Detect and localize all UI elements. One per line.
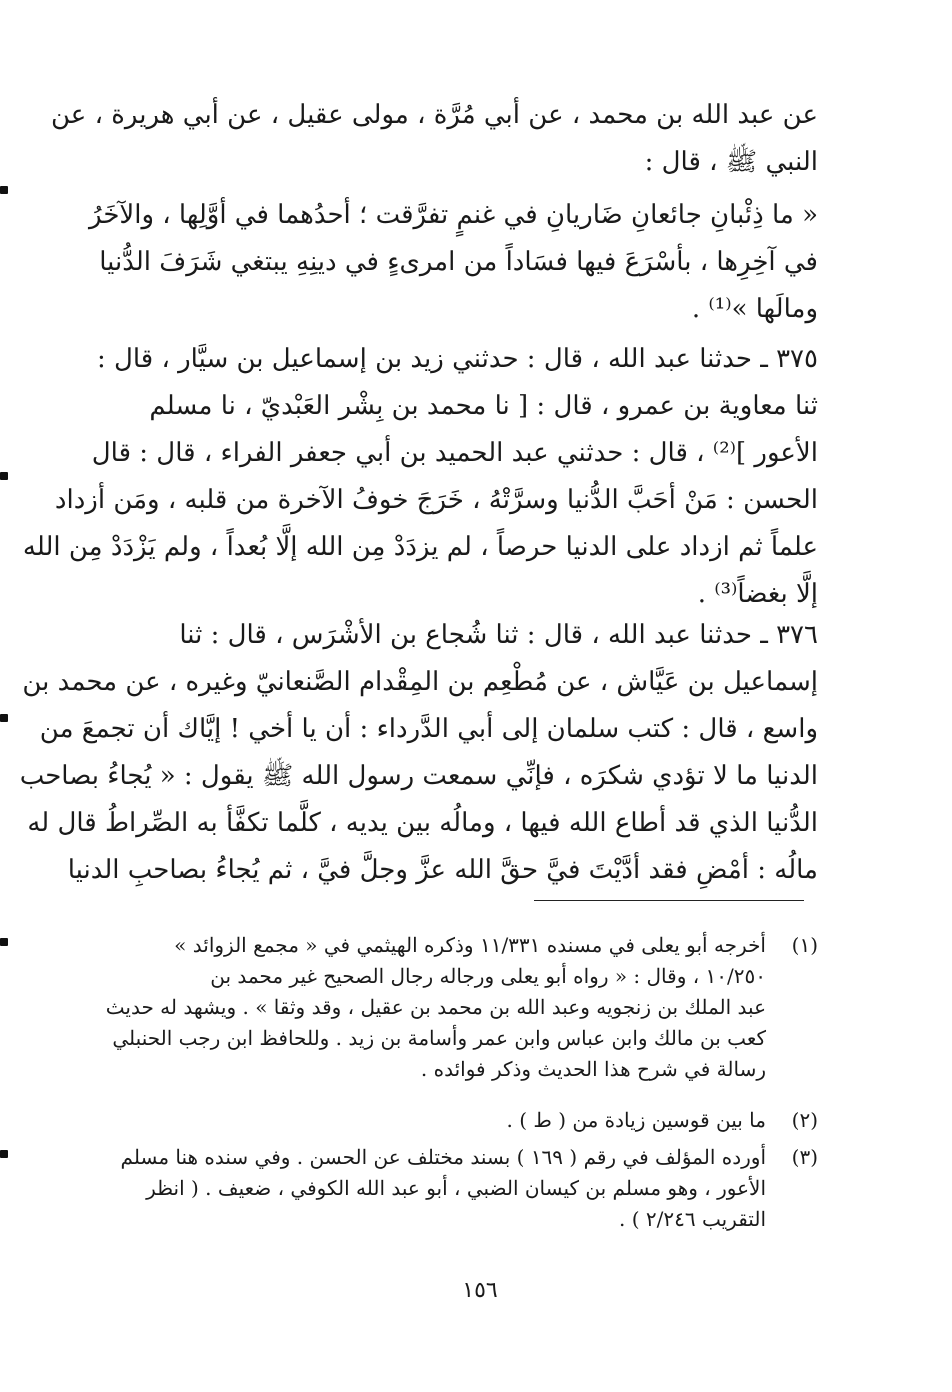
text-line: واسع ، قال : كتب سلمان إلى أبي الدَّرداء : أن يا أخي ! إيَّاك أن تجمعَ من (39, 714, 818, 744)
text-line: في آخِرِها ، بأسْرَعَ فيها فسَاداً من امرىءٍ في دينِهِ يبتغي شَرَفَ الدُّنيا (99, 247, 818, 277)
footnote-number: (٣) (791, 1145, 818, 1169)
text-line: الدُّنيا الذي قد أطاع الله فيها ، ومالُه بين يديه ، كلَّما تكفَّأ به الصِّراطُ قال له (27, 808, 818, 838)
text-line: علماً ثم ازداد على الدنيا حرصاً ، لم يزدَدْ مِن الله إلَّا بُعداً ، ولم يَزْدَدْ مِن الله (22, 532, 818, 562)
scan-edge-mark (0, 472, 8, 480)
text-line: ومالَها »⁽¹⁾ . (691, 294, 818, 324)
scan-edge-mark (0, 186, 8, 194)
text-line: عن عبد الله بن محمد ، عن أبي مُرَّة ، مولى عقيل ، عن أبي هريرة ، عن (51, 100, 818, 130)
text-line: ٣٧٦ ـ حدثنا عبد الله ، قال : ثنا شُجاع بن الأشْرَس ، قال : ثنا (179, 620, 818, 650)
text-line: الأعور ]⁽²⁾ ، قال : حدثني عبد الحميد بن أبي جعفر الفراء ، قال : قال (91, 438, 818, 468)
text-line: إسماعيل بن عَيَّاش ، عن مُطْعِم بن المِقْدام الصَّنعانيّ وغيره ، عن محمد بن (22, 667, 818, 697)
paragraph-hadith-text (88, 192, 818, 333)
footnote-line: الأعور ، وهو مسلم بن كيسان الضبي ، أبو عبد الله الكوفي ، ضعيف . ( انظر (146, 1176, 766, 1200)
footnote-2 (118, 1105, 818, 1136)
text-line: الحسن : مَنْ أحَبَّ الدُّنيا وسرَّتْهُ ، خَرَجَ خوفُ الآخرة من قلبه ، ومَن أزداد (54, 485, 818, 515)
footnote-line: التقريب ٢/٢٤٦ ) . (619, 1207, 766, 1231)
page-number: ١٥٦ (462, 1278, 498, 1303)
footnote-line: ما بين قوسين زيادة من ( ط ) . (506, 1108, 766, 1132)
scan-edge-mark (0, 1150, 8, 1158)
paragraph-375 (22, 336, 818, 618)
footnote-line: عبد الملك بن زنجويه وعبد الله بن محمد بن عقيل ، وقد وثقا » . ويشهد له حديث (105, 995, 766, 1019)
footnote-3 (118, 1142, 818, 1235)
text-line: مالُه : أمْضِ فقد أدَّيْتَ فيَّ حقَّ الله عزَّ وجلَّ فيَّ ، ثم يُجاءُ بصاحبِ الدنيا (67, 855, 818, 885)
text-line: « ما ذِئْبانِ جائعانِ ضَاريانِ في غنمٍ تفرَّقت ؛ أحدُهما في أوَّلِها ، والآخَرُ (88, 200, 818, 230)
footnote-separator (534, 900, 804, 901)
footnote-line: ١٠/٢٥٠ ، وقال : « رواه أبو يعلى ورجاله رجال الصحيح غير محمد بن (210, 964, 766, 988)
footnote-line: رسالة في شرح هذا الحديث وذكر فوائده . (420, 1057, 766, 1081)
footnote-number: (٢) (791, 1108, 818, 1132)
text-line: إلَّا بغضاً⁽³⁾ . (697, 579, 818, 609)
scan-edge-mark (0, 938, 8, 946)
text-line: ٣٧٥ ـ حدثنا عبد الله ، قال : حدثني زيد بن إسماعيل بن سيَّار ، قال : (96, 344, 818, 374)
footnote-number: (١) (791, 933, 818, 957)
footnote-1 (105, 930, 818, 1085)
footnote-line: أورده المؤلف في رقم ( ١٦٩ ) بسند مختلف عن الحسن . وفي سنده هنا مسلم (120, 1145, 766, 1169)
text-line: ثنا معاوية بن عمرو ، قال : [ نا محمد بن بِشْر العَبْديّ ، نا مسلم (149, 391, 818, 421)
paragraph-isnad-intro (51, 92, 818, 186)
text-line: الدنيا ما لا تؤدي شكرَه ، فإنِّي سمعت رسول الله ﷺ يقول : « يُجاءُ بصاحب (19, 761, 818, 791)
scan-edge-mark (0, 714, 8, 722)
footnote-line: أخرجه أبو يعلى في مسنده ١١/٣٣١ وذكره الهيثمي في « مجمع الزوائد » (174, 933, 766, 957)
footnote-line: كعب بن مالك وابن عباس وابن عمر وأسامة بن زيد . وللحافظ ابن رجب الحنبلي (112, 1026, 766, 1050)
paragraph-376 (19, 612, 818, 894)
text-line: النبي ﷺ ، قال : (644, 147, 818, 177)
